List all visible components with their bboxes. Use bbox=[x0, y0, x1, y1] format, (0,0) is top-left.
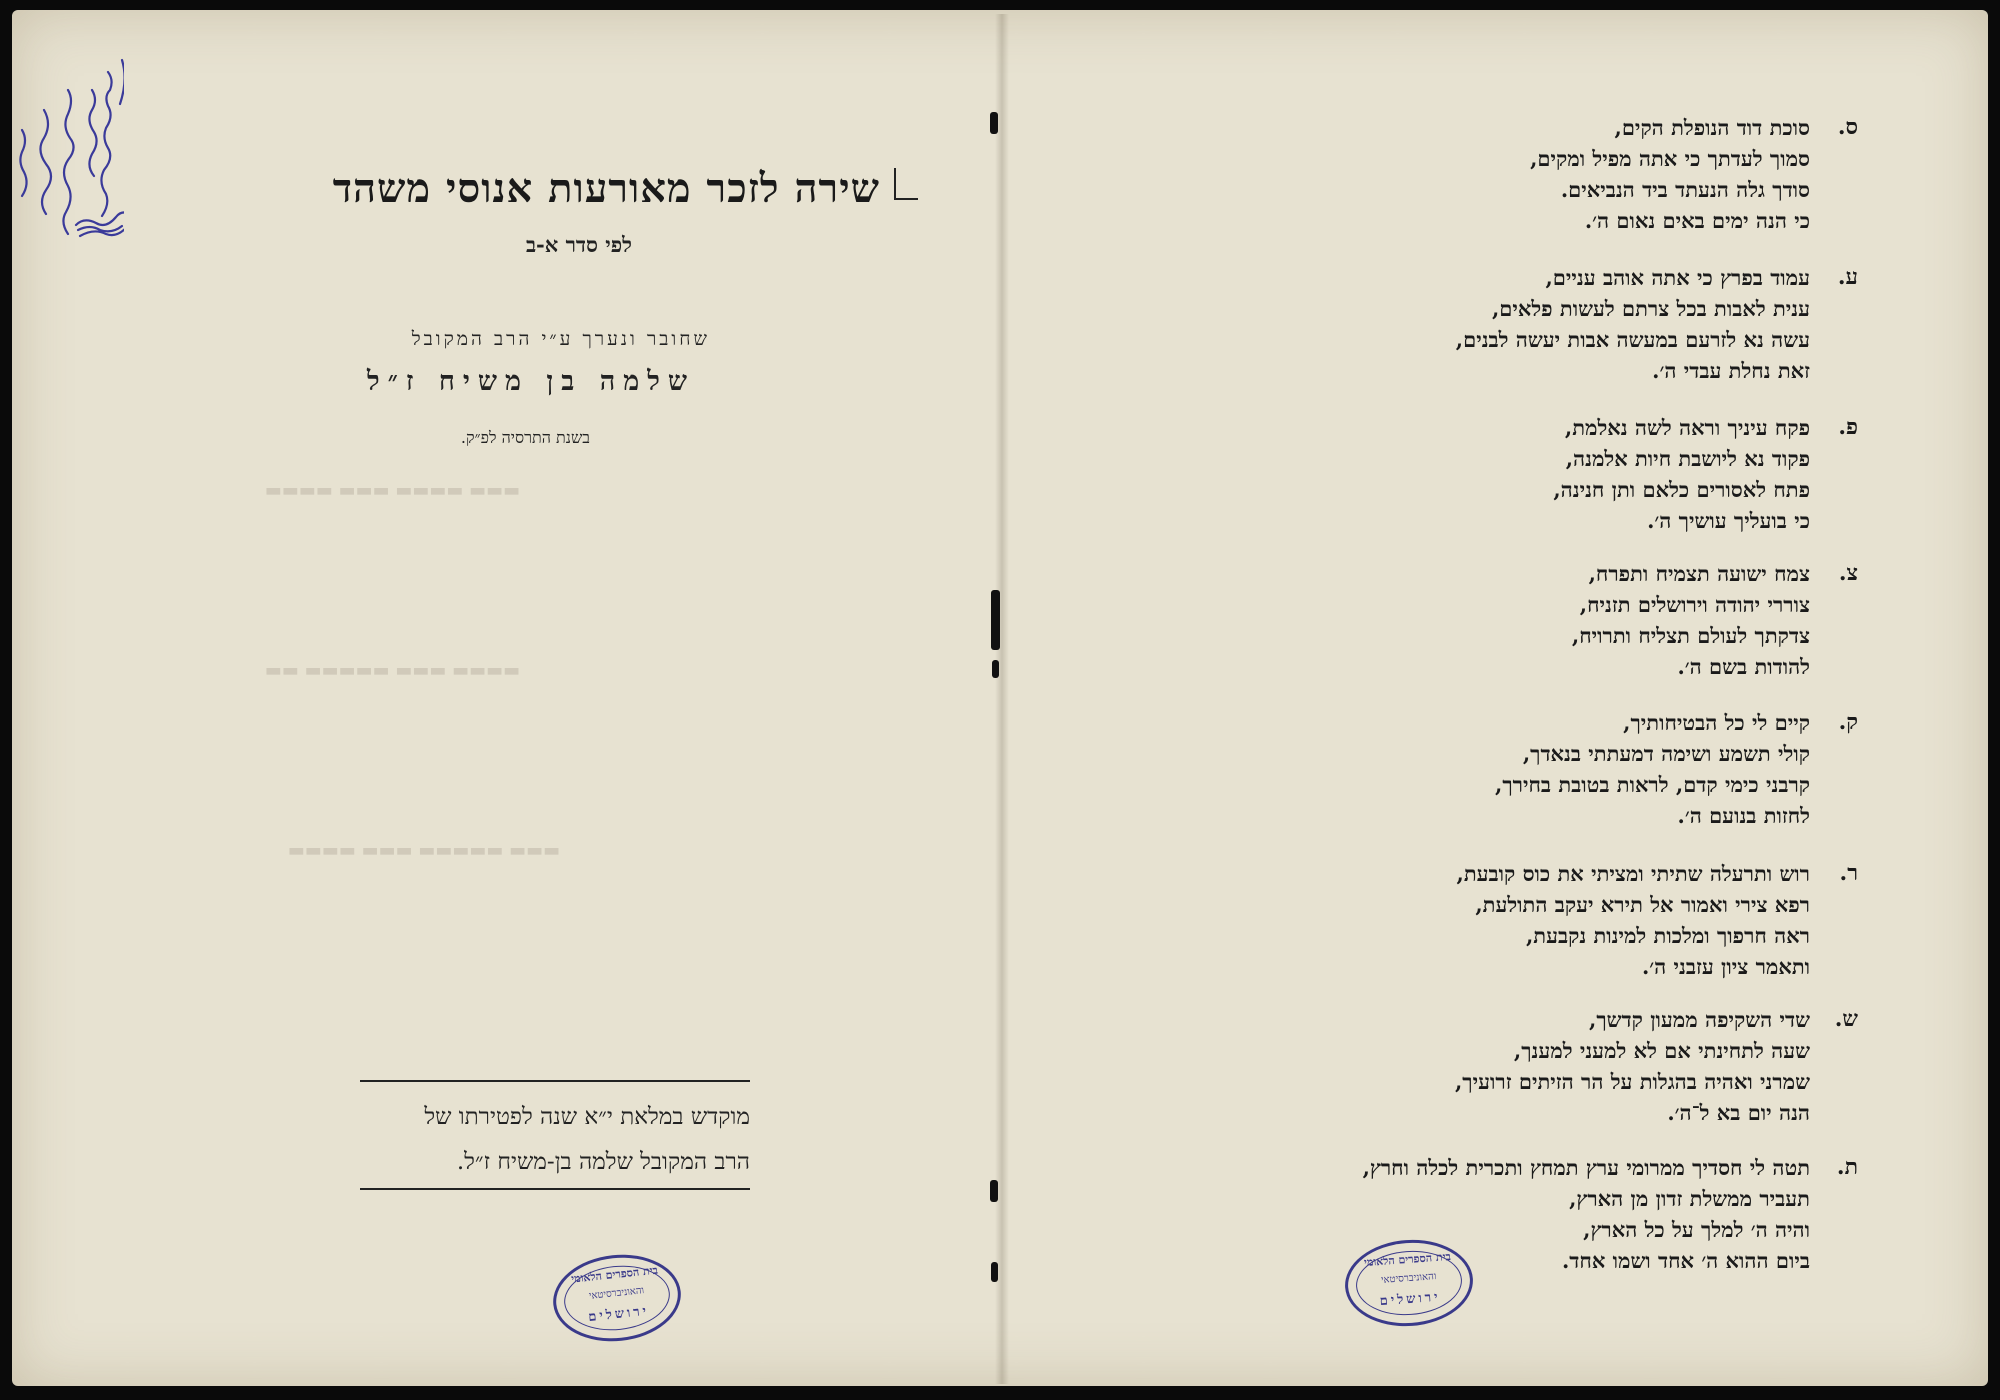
stanza-line: ביום ההוא ה׳ אחד ושמו אחד. bbox=[1561, 1248, 1810, 1273]
stanza-line: שעה לתחינתי אם לא למעני למענך, bbox=[1513, 1038, 1810, 1063]
stanza-line: ענית לאבות בכל צרתם לעשות פלאים, bbox=[1491, 296, 1810, 321]
author-byline: שחובר ונערך ע״י הרב המקובל bbox=[411, 328, 710, 350]
poem-stanza bbox=[1495, 707, 1858, 831]
stanza-line: קיים לי כל הבטיחותיך, bbox=[1623, 710, 1810, 735]
poem-stanza bbox=[1553, 412, 1858, 536]
stanza-line: תטה לי חסדיך ממרומי ערץ תמחץ ותכרית לכלה וחרץ, bbox=[1362, 1155, 1810, 1180]
stanza-line: פקוד נא ליושבת חיות אלמנה, bbox=[1565, 446, 1810, 471]
stanza-line: עמוד בפרץ כי אתה אוהב עניים, bbox=[1545, 265, 1810, 290]
stanza-line: כי בועליך עושיך ה׳. bbox=[1647, 508, 1810, 533]
stamp-library-name: בית הספרים הלאומי bbox=[570, 1263, 659, 1286]
stamp-university: והאוניברסיטאי bbox=[588, 1285, 645, 1302]
poem-stanza bbox=[1530, 112, 1858, 236]
page-subtitle: לפי סדר א-ב bbox=[525, 232, 632, 257]
binding-hole bbox=[990, 112, 998, 134]
dedication-rule-bottom bbox=[360, 1188, 750, 1190]
stanza-line: עשה נא לזרעם במעשה אבות יעשה לבנים, bbox=[1455, 327, 1810, 352]
page-title: שירה לזכר מאורעות אנוסי משהד bbox=[332, 165, 880, 212]
stanza-line: הנה יום בא ל־ה׳. bbox=[1667, 1100, 1810, 1125]
stanza-line: רוש ותרעלה שתיתי ומציתי את כוס קובעת, bbox=[1456, 861, 1810, 886]
stanza-line: פתח לאסורים כלאם ותן חנינה, bbox=[1553, 477, 1810, 502]
binding-hole bbox=[991, 1262, 998, 1282]
stamp-library-name: בית הספרים הלאומי bbox=[1363, 1250, 1452, 1270]
stanza-letter: ר. bbox=[1839, 860, 1858, 886]
stanza-line: ותאמר ציון עזבני ה׳. bbox=[1641, 954, 1810, 979]
bleed-through-text: ▬▬▬▬ ▬▬▬ ▬▬▬▬▬ ▬▬ bbox=[264, 660, 520, 681]
right-page bbox=[1010, 0, 1980, 1390]
stanza-line: צמח ישועה תצמיח ותפרח, bbox=[1588, 561, 1810, 586]
dedication-rule-top bbox=[360, 1080, 750, 1082]
title-bracket bbox=[894, 168, 918, 200]
bleed-through-text: ▬▬▬ ▬▬▬▬▬ ▬▬▬ ▬▬▬▬ bbox=[287, 840, 560, 861]
stanza-letter: ק. bbox=[1838, 709, 1858, 735]
stanza-line: זאת נחלת עבדי ה׳. bbox=[1652, 358, 1810, 383]
stanza-line: סמוך לעדתך כי אתה מפיל ומקים, bbox=[1530, 146, 1810, 171]
stamp-university: והאוניברסיטאי bbox=[1380, 1271, 1437, 1286]
stamp-city: ירושלים bbox=[1379, 1289, 1442, 1310]
stanza-letter: ע. bbox=[1837, 264, 1858, 290]
stanza-line: ראה חרפוך ומלכות למינות נקבעת, bbox=[1525, 923, 1810, 948]
poem-stanza bbox=[1456, 858, 1858, 982]
stanza-line: צדקתך לעולם תצליח ותרויח, bbox=[1571, 623, 1810, 648]
bleed-through-text: ▬▬▬ ▬▬▬▬ ▬▬▬ ▬▬▬▬ bbox=[264, 480, 520, 501]
center-fold bbox=[995, 14, 1009, 1384]
stanza-line: תעביר ממשלת זדון מן הארץ, bbox=[1569, 1186, 1810, 1211]
left-page bbox=[20, 0, 990, 1390]
stanza-line: קולי תשמע ושימה דמעתתי בנאדך, bbox=[1522, 741, 1810, 766]
dedication bbox=[360, 1095, 750, 1185]
stanza-line: והיה ה׳ למלך על כל הארץ, bbox=[1583, 1217, 1810, 1242]
stanza-line: רפא צירי ואמור אל תירא יעקב התולעת, bbox=[1475, 892, 1810, 917]
binding-hole bbox=[991, 590, 1000, 650]
stanza-letter: ש. bbox=[1834, 1006, 1858, 1032]
binding-hole bbox=[990, 1180, 998, 1202]
stanza-line: סוכת דוד הנופלת הקים, bbox=[1614, 115, 1810, 140]
stanza-letter: ס. bbox=[1837, 114, 1858, 140]
stanza-line: שמרני ואהיה בהגלות על הר הזיתים זרועיך, bbox=[1454, 1069, 1810, 1094]
stanza-line: שדי השקיפה ממעון קדשך, bbox=[1589, 1007, 1810, 1032]
poem-stanza bbox=[1571, 558, 1858, 682]
binding-hole bbox=[992, 660, 999, 678]
stanza-line: סודך גלה הנעתד ביד הנביאים. bbox=[1560, 177, 1810, 202]
dedication-line: הרב המקובל שלמה בן-משיח ז״ל. bbox=[456, 1149, 750, 1175]
stanza-line: כי הנה ימים באים נאום ה׳. bbox=[1584, 208, 1810, 233]
stanza-letter: פ. bbox=[1838, 414, 1858, 440]
poem-stanza bbox=[1454, 1004, 1858, 1128]
dedication-line: מוקדש במלאת י״א שנה לפטירתו של bbox=[424, 1104, 750, 1130]
stanza-line: להודות בשם ה׳. bbox=[1677, 654, 1810, 679]
stanza-line: צוררי יהודה וירושלים תזניח, bbox=[1579, 592, 1810, 617]
stanza-letter: צ. bbox=[1838, 560, 1858, 586]
stanza-line: לחזות בנועם ה׳. bbox=[1677, 803, 1810, 828]
year-line: בשנת התרסיה לפ״ק. bbox=[460, 428, 590, 447]
poem-stanza bbox=[1455, 262, 1858, 386]
stanza-letter: ת. bbox=[1836, 1154, 1858, 1180]
author-name: שלמה בן משיח ז״ל bbox=[367, 366, 695, 397]
stanza-line: פקח עיניך וראה לשה נאלמת, bbox=[1564, 415, 1810, 440]
stanza-line: קרבני כימי קדם, לראות בטובת בחירך, bbox=[1495, 772, 1810, 797]
stamp-city: ירושלים bbox=[587, 1303, 650, 1326]
